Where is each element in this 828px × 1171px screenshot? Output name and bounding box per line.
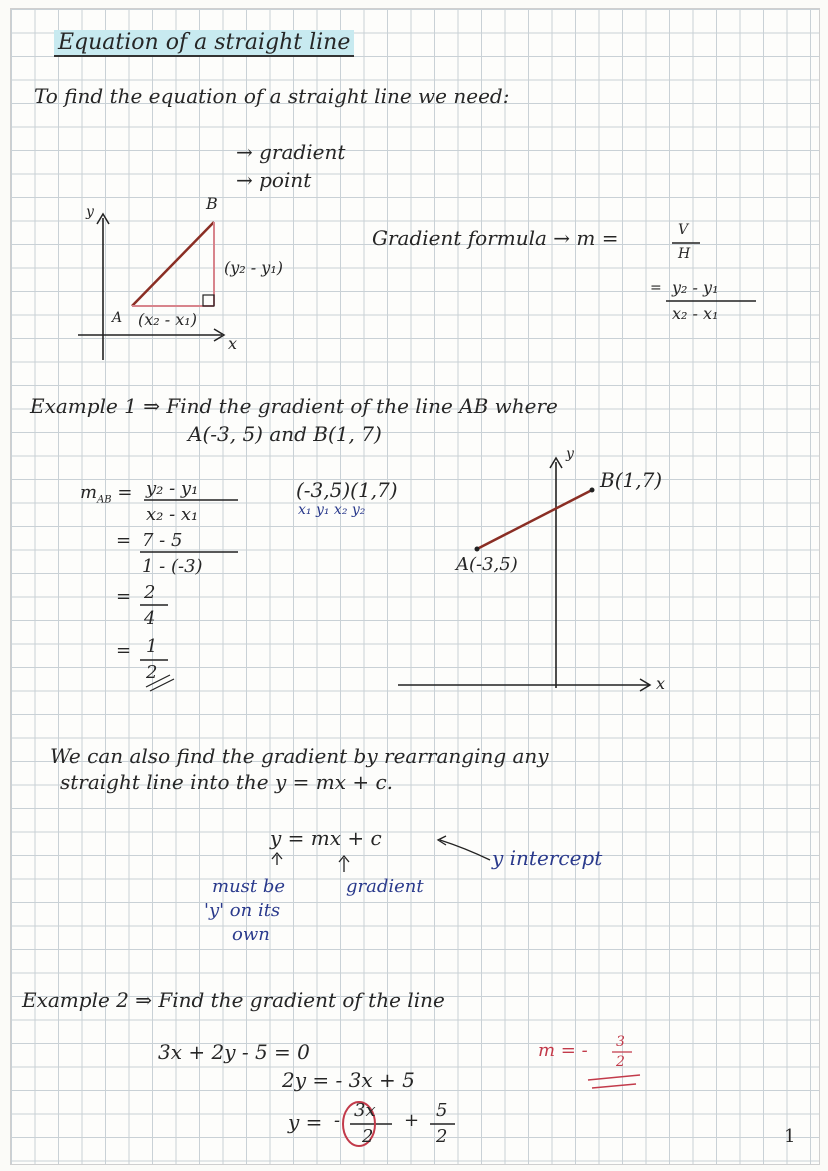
equals-2: = [116,530,132,551]
diagram1-x-label: x [228,334,238,353]
step1-denominator: x₂ - x₁ [146,504,199,525]
must-be-line2: 'y' on its [204,900,281,921]
intercept-annotation: y intercept [492,846,603,870]
need-gradient: → gradient [236,140,346,164]
example2-frac2-den: 2 [436,1126,448,1147]
graph-y-label: y [566,446,574,462]
diagram1-point-b: B [206,194,218,213]
coordinate-pair-labels: x₁ y₁ x₂ y₂ [298,502,366,518]
must-be-line3: own [232,924,270,945]
example2-minus: - [334,1110,341,1131]
example2-frac1-num: 3x [354,1100,376,1121]
example2-y-equals: y = [288,1110,323,1134]
graph-point-b: B(1,7) [600,468,663,492]
must-be-line1: must be [212,876,286,897]
step3-numerator: 2 [144,582,156,603]
example2-line2: 2y = - 3x + 5 [282,1068,415,1092]
step2-denominator: 1 - (-3) [142,556,203,577]
step2-numerator: 7 - 5 [142,530,183,551]
diagram1-point-a: A [112,310,123,326]
example2-heading: Example 2 ⇒ Find the gradient of the line [22,988,445,1012]
rearrange-text-1: We can also find the gradient by rearranging any [50,744,549,768]
step4-denominator: 2 [146,662,158,683]
diagram1-horizontal-label: (x₂ - x₁) [138,310,197,329]
page-number: 1 [784,1126,796,1147]
formula-equals: = [650,280,662,296]
example2-frac2-num: 5 [436,1100,448,1121]
equals-3: = [116,586,132,607]
example2-line1: 3x + 2y - 5 = 0 [158,1040,310,1064]
m-ab-label: $m_{AB}$ = [80,482,133,506]
rearrange-text-2: straight line into the y = mx + c. [60,770,393,794]
example2-frac1-den: 2 [362,1126,374,1147]
diagram1-vertical-label: (y₂ - y₁) [224,258,283,277]
page-title: Equation of a straight line [54,30,354,55]
line-equation: y = mx + c [270,826,382,850]
equals-4: = [116,640,132,661]
need-point: → point [236,168,312,192]
formula-numerator: y₂ - y₁ [672,278,719,297]
gradient-annotation: gradient [346,876,424,897]
example1-points: A(-3, 5) and B(1, 7) [188,422,382,446]
step4-numerator: 1 [146,636,158,657]
gradient-formula-label: Gradient formula → m = [372,226,619,250]
step1-numerator: y₂ - y₁ [146,478,199,499]
answer-den: 2 [616,1054,625,1070]
formula-h: H [678,246,691,262]
graph-point-a: A(-3,5) [456,554,518,575]
example1-heading: Example 1 ⇒ Find the gradient of the line AB where [30,394,558,418]
graph-x-label: x [656,674,666,693]
answer-num: 3 [616,1034,625,1050]
diagram1-y-label: y [86,204,94,220]
intro-text: To find the equation of a straight line we need: [34,84,510,108]
answer-m: m = - [538,1040,588,1061]
formula-v: V [678,222,689,238]
step3-denominator: 4 [144,608,156,629]
formula-denominator: x₂ - x₁ [672,304,719,323]
example2-plus: + [404,1110,420,1131]
coordinate-pair: (-3,5)(1,7) [296,478,398,502]
